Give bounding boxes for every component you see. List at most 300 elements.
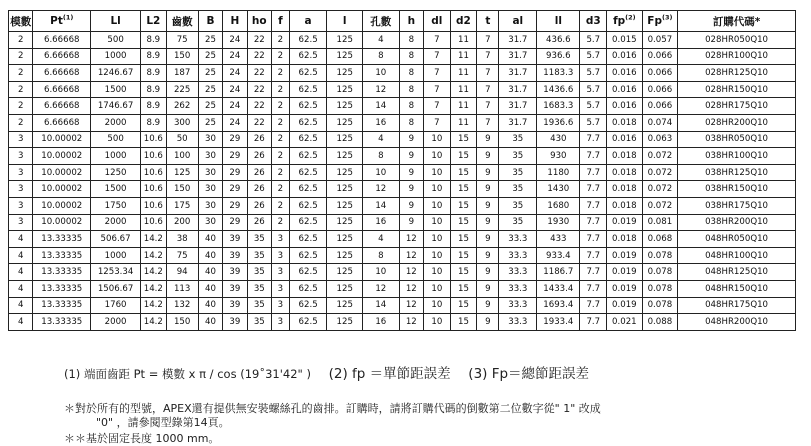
table-cell: 933.4 — [537, 247, 580, 264]
table-cell: 14.2 — [141, 297, 167, 314]
table-cell: 12 — [399, 264, 423, 281]
table-cell: 7 — [424, 114, 451, 131]
table-cell: 0.072 — [642, 164, 678, 181]
table-cell: 2 — [271, 81, 289, 98]
table-cell: 0.016 — [607, 131, 643, 148]
table-cell: 0.078 — [642, 264, 678, 281]
table-cell: 22 — [247, 114, 271, 131]
table-cell: 262 — [166, 98, 198, 115]
table-cell: 7 — [424, 32, 451, 49]
table-cell: 10.6 — [141, 197, 167, 214]
table-cell: 1000 — [91, 247, 141, 264]
table-cell: 1000 — [91, 148, 141, 165]
column-header: Ll — [91, 11, 141, 32]
table-cell: 7 — [477, 81, 499, 98]
table-cell: 12 — [362, 181, 399, 198]
table-cell: 125 — [327, 32, 363, 49]
column-header: 齒數 — [166, 11, 198, 32]
table-cell: 50 — [166, 131, 198, 148]
table-cell: 0.066 — [642, 65, 678, 82]
table-cell: 15 — [450, 297, 477, 314]
table-cell: 3 — [271, 231, 289, 248]
table-cell: 62.5 — [289, 314, 327, 331]
table-cell: 35 — [247, 280, 271, 297]
table-cell: 39 — [223, 314, 247, 331]
table-cell: 29 — [223, 214, 247, 231]
table-cell: 0.081 — [642, 214, 678, 231]
table-cell: 2 — [9, 48, 33, 65]
table-cell: 30 — [198, 181, 222, 198]
table-cell: 15 — [450, 264, 477, 281]
table-cell: 8 — [399, 65, 423, 82]
table-cell: 5.7 — [580, 114, 607, 131]
table-cell: 9 — [477, 131, 499, 148]
footnote-definitions — [64, 362, 589, 382]
table-cell: 39 — [223, 264, 247, 281]
table-cell: 35 — [247, 264, 271, 281]
table-cell: 048HR175Q10 — [678, 297, 796, 314]
footnote-fixed-length: ＊＊基於固定長度 1000 mm。 — [64, 432, 220, 445]
table-cell: 39 — [223, 280, 247, 297]
table-cell: 24 — [223, 98, 247, 115]
table-cell: 125 — [327, 264, 363, 281]
table-cell: 4 — [9, 231, 33, 248]
table-cell: 29 — [223, 131, 247, 148]
table-cell: 1246.67 — [91, 65, 141, 82]
table-cell: 9 — [399, 181, 423, 198]
table-cell: 62.5 — [289, 247, 327, 264]
table-cell: 25 — [198, 98, 222, 115]
table-cell: 62.5 — [289, 148, 327, 165]
table-cell: 10 — [362, 164, 399, 181]
table-cell: 29 — [223, 197, 247, 214]
table-cell: 8.9 — [141, 114, 167, 131]
table-cell: 40 — [198, 247, 222, 264]
table-cell: 15 — [450, 181, 477, 198]
table-cell: 30 — [198, 131, 222, 148]
table-cell: 3 — [271, 280, 289, 297]
table-cell: 10.00002 — [33, 131, 91, 148]
table-cell: 0.066 — [642, 98, 678, 115]
table-cell: 7 — [477, 65, 499, 82]
table-cell: 6.66668 — [33, 32, 91, 49]
table-cell: 13.33335 — [33, 280, 91, 297]
table-cell: 31.7 — [499, 32, 537, 49]
table-cell: 10 — [424, 247, 451, 264]
table-cell: 028HR175Q10 — [678, 98, 796, 115]
table-cell: 10.00002 — [33, 214, 91, 231]
table-cell: 8.9 — [141, 32, 167, 49]
table-cell: 3 — [9, 148, 33, 165]
table-cell: 0.018 — [607, 114, 643, 131]
table-cell: 5.7 — [580, 48, 607, 65]
table-cell: 1180 — [537, 164, 580, 181]
table-cell: 028HR100Q10 — [678, 48, 796, 65]
table-cell: 125 — [327, 297, 363, 314]
table-cell: 40 — [198, 280, 222, 297]
table-cell: 11 — [450, 32, 477, 49]
table-cell: 31.7 — [499, 98, 537, 115]
table-cell: 7 — [477, 32, 499, 49]
table-row — [9, 231, 796, 248]
table-cell: 12 — [399, 280, 423, 297]
table-cell: 14.2 — [141, 280, 167, 297]
table-cell: 62.5 — [289, 197, 327, 214]
table-cell: 028HR125Q10 — [678, 65, 796, 82]
table-cell: 22 — [247, 81, 271, 98]
table-cell: 1253.34 — [91, 264, 141, 281]
table-cell: 8.9 — [141, 81, 167, 98]
table-cell: 38 — [166, 231, 198, 248]
table-cell: 7.7 — [580, 214, 607, 231]
table-row — [9, 247, 796, 264]
table-cell: 3 — [9, 164, 33, 181]
table-cell: 33.3 — [499, 247, 537, 264]
table-cell: 62.5 — [289, 231, 327, 248]
table-cell: 9 — [477, 197, 499, 214]
table-cell: 8 — [399, 81, 423, 98]
table-cell: 25 — [198, 32, 222, 49]
footnote-Fp: (3) Fp＝總節距誤差 — [468, 366, 590, 382]
table-cell: 10 — [424, 181, 451, 198]
column-header: 孔數 — [362, 11, 399, 32]
table-cell: 2 — [271, 98, 289, 115]
table-cell: 12 — [362, 280, 399, 297]
table-cell: 13.33335 — [33, 297, 91, 314]
table-cell: 048HR125Q10 — [678, 264, 796, 281]
table-cell: 12 — [399, 314, 423, 331]
table-cell: 22 — [247, 98, 271, 115]
table-cell: 9 — [477, 314, 499, 331]
table-cell: 1500 — [91, 181, 141, 198]
table-cell: 0.018 — [607, 231, 643, 248]
table-cell: 10.6 — [141, 148, 167, 165]
table-cell: 4 — [9, 297, 33, 314]
table-cell: 12 — [399, 247, 423, 264]
table-cell: 2 — [9, 81, 33, 98]
table-cell: 62.5 — [289, 264, 327, 281]
table-cell: 0.074 — [642, 114, 678, 131]
footnote-order-note-cont: "0" ，請參閱型錄第14頁。 — [96, 416, 230, 429]
table-cell: 5.7 — [580, 81, 607, 98]
column-header: ho — [247, 11, 271, 32]
table-cell: 12 — [399, 231, 423, 248]
table-cell: 0.018 — [607, 164, 643, 181]
table-cell: 31.7 — [499, 81, 537, 98]
table-cell: 500 — [91, 32, 141, 49]
table-cell: 1430 — [537, 181, 580, 198]
table-cell: 0.078 — [642, 280, 678, 297]
table-cell: 8 — [399, 48, 423, 65]
table-cell: 2 — [271, 181, 289, 198]
table-cell: 125 — [327, 231, 363, 248]
table-body — [9, 32, 796, 331]
table-cell: 4 — [362, 32, 399, 49]
table-cell: 35 — [499, 197, 537, 214]
table-cell: 33.3 — [499, 264, 537, 281]
table-cell: 7.7 — [580, 197, 607, 214]
table-cell: 7.7 — [580, 148, 607, 165]
table-cell: 048HR100Q10 — [678, 247, 796, 264]
table-cell: 26 — [247, 164, 271, 181]
table-cell: 10 — [424, 264, 451, 281]
table-cell: 1693.4 — [537, 297, 580, 314]
table-cell: 26 — [247, 131, 271, 148]
table-cell: 14 — [362, 197, 399, 214]
table-cell: 62.5 — [289, 32, 327, 49]
table-cell: 038HR200Q10 — [678, 214, 796, 231]
table-cell: 150 — [166, 314, 198, 331]
table-cell: 14 — [362, 98, 399, 115]
table-cell: 7.7 — [580, 264, 607, 281]
table-cell: 24 — [223, 48, 247, 65]
table-cell: 7 — [424, 81, 451, 98]
table-cell: 0.016 — [607, 65, 643, 82]
table-cell: 15 — [450, 214, 477, 231]
table-cell: 3 — [271, 247, 289, 264]
table-cell: 9 — [399, 148, 423, 165]
table-cell: 15 — [450, 197, 477, 214]
table-cell: 8 — [399, 32, 423, 49]
table-cell: 028HR200Q10 — [678, 114, 796, 131]
table-cell: 430 — [537, 131, 580, 148]
table-cell: 1680 — [537, 197, 580, 214]
table-cell: 506.67 — [91, 231, 141, 248]
table-cell: 30 — [198, 197, 222, 214]
table-cell: 6.66668 — [33, 48, 91, 65]
table-cell: 4 — [362, 131, 399, 148]
table-cell: 0.063 — [642, 131, 678, 148]
table-cell: 7 — [477, 48, 499, 65]
table-cell: 30 — [198, 214, 222, 231]
table-cell: 15 — [450, 148, 477, 165]
table-cell: 8.9 — [141, 65, 167, 82]
table-cell: 2 — [9, 114, 33, 131]
table-cell: 29 — [223, 181, 247, 198]
table-cell: 10.00002 — [33, 164, 91, 181]
table-cell: 39 — [223, 297, 247, 314]
table-cell: 038HR175Q10 — [678, 197, 796, 214]
table-cell: 16 — [362, 114, 399, 131]
table-row — [9, 98, 796, 115]
column-header: $fp^{(2)}$ — [607, 11, 643, 32]
table-cell: 2 — [271, 48, 289, 65]
table-cell: 26 — [247, 181, 271, 198]
table-cell: 10 — [424, 131, 451, 148]
table-cell: 3 — [271, 297, 289, 314]
table-cell: 048HR150Q10 — [678, 280, 796, 297]
table-cell: 39 — [223, 247, 247, 264]
table-cell: 10 — [424, 231, 451, 248]
table-cell: 9 — [399, 214, 423, 231]
table-cell: 10 — [362, 264, 399, 281]
table-cell: 028HR050Q10 — [678, 32, 796, 49]
table-cell: 8 — [362, 48, 399, 65]
table-cell: 2 — [271, 65, 289, 82]
table-cell: 1933.4 — [537, 314, 580, 331]
table-cell: 30 — [198, 164, 222, 181]
table-cell: 2000 — [91, 214, 141, 231]
table-row — [9, 181, 796, 198]
table-cell: 2 — [9, 98, 33, 115]
table-cell: 1506.67 — [91, 280, 141, 297]
table-cell: 24 — [223, 65, 247, 82]
footnote-order-note: ＊對於所有的型號，APEX還有提供無安裝螺絲孔的齒排。訂購時，請將訂購代碼的倒數第二位數字從" 1" 改成 — [64, 402, 601, 415]
table-cell: 4 — [362, 231, 399, 248]
table-cell: 1250 — [91, 164, 141, 181]
table-cell: 7.7 — [580, 314, 607, 331]
table-row — [9, 314, 796, 331]
table-cell: 3 — [9, 131, 33, 148]
table-cell: 13.33335 — [33, 314, 91, 331]
table-cell: 0.018 — [607, 181, 643, 198]
table-cell: 35 — [499, 148, 537, 165]
table-cell: 150 — [166, 181, 198, 198]
table-cell: 31.7 — [499, 114, 537, 131]
table-cell: 0.068 — [642, 231, 678, 248]
table-cell: 5.7 — [580, 65, 607, 82]
table-cell: 10.00002 — [33, 181, 91, 198]
table-cell: 62.5 — [289, 131, 327, 148]
table-cell: 22 — [247, 65, 271, 82]
table-cell: 0.078 — [642, 247, 678, 264]
table-cell: 33.3 — [499, 231, 537, 248]
table-cell: 10 — [362, 65, 399, 82]
table-cell: 10.6 — [141, 181, 167, 198]
table-cell: 40 — [198, 314, 222, 331]
table-cell: 40 — [198, 231, 222, 248]
table-row — [9, 297, 796, 314]
table-cell: 39 — [223, 231, 247, 248]
table-cell: 0.021 — [607, 314, 643, 331]
table-cell: 1183.3 — [537, 65, 580, 82]
table-cell: 2 — [271, 114, 289, 131]
table-cell: 9 — [399, 131, 423, 148]
column-header: t — [477, 11, 499, 32]
table-cell: 930 — [537, 148, 580, 165]
table-cell: 433 — [537, 231, 580, 248]
table-cell: 0.066 — [642, 81, 678, 98]
table-cell: 12 — [362, 81, 399, 98]
table-cell: 125 — [327, 65, 363, 82]
table-cell: 3 — [9, 197, 33, 214]
table-cell: 22 — [247, 32, 271, 49]
table-cell: 0.072 — [642, 148, 678, 165]
table-cell: 75 — [166, 247, 198, 264]
table-cell: 4 — [9, 314, 33, 331]
table-cell: 1760 — [91, 297, 141, 314]
table-cell: 62.5 — [289, 280, 327, 297]
column-header: l — [327, 11, 363, 32]
table-cell: 125 — [327, 98, 363, 115]
table-cell: 0.018 — [607, 197, 643, 214]
table-cell: 2000 — [91, 314, 141, 331]
table-cell: 10 — [424, 214, 451, 231]
table-cell: 300 — [166, 114, 198, 131]
table-cell: 175 — [166, 197, 198, 214]
table-row — [9, 65, 796, 82]
table-cell: 16 — [362, 214, 399, 231]
table-cell: 31.7 — [499, 48, 537, 65]
table-cell: 24 — [223, 114, 247, 131]
table-cell: 038HR150Q10 — [678, 181, 796, 198]
table-cell: 15 — [450, 247, 477, 264]
column-header: H — [223, 11, 247, 32]
table-cell: 11 — [450, 98, 477, 115]
table-cell: 8 — [362, 148, 399, 165]
table-cell: 225 — [166, 81, 198, 98]
table-cell: 9 — [477, 247, 499, 264]
table-cell: 1500 — [91, 81, 141, 98]
table-cell: 26 — [247, 214, 271, 231]
table-cell: 10 — [424, 148, 451, 165]
table-cell: 0.016 — [607, 48, 643, 65]
table-cell: 7.7 — [580, 247, 607, 264]
table-cell: 1936.6 — [537, 114, 580, 131]
table-cell: 125 — [327, 81, 363, 98]
table-cell: 7 — [477, 98, 499, 115]
column-header: a — [289, 11, 327, 32]
table-cell: 9 — [477, 164, 499, 181]
table-cell: 125 — [327, 280, 363, 297]
table-cell: 0.019 — [607, 247, 643, 264]
table-row — [9, 131, 796, 148]
table-cell: 936.6 — [537, 48, 580, 65]
table-cell: 7.7 — [580, 297, 607, 314]
table-cell: 125 — [327, 214, 363, 231]
footnote-pt-formula: (1) 端面齒距 Pt = 模數 x π / cos (19˚31'42" ) — [64, 367, 311, 381]
table-cell: 9 — [399, 164, 423, 181]
table-cell: 8 — [399, 114, 423, 131]
table-cell: 9 — [477, 181, 499, 198]
table-cell: 15 — [450, 314, 477, 331]
table-row — [9, 32, 796, 49]
table-cell: 048HR050Q10 — [678, 231, 796, 248]
table-cell: 187 — [166, 65, 198, 82]
table-cell: 436.6 — [537, 32, 580, 49]
table-cell: 1930 — [537, 214, 580, 231]
table-cell: 1186.7 — [537, 264, 580, 281]
table-cell: 9 — [477, 280, 499, 297]
table-cell: 10.6 — [141, 214, 167, 231]
column-header: Fp$^{(3)}$ — [642, 11, 678, 32]
table-cell: 125 — [327, 247, 363, 264]
table-cell: 25 — [198, 114, 222, 131]
table-cell: 62.5 — [289, 81, 327, 98]
table-cell: 62.5 — [289, 297, 327, 314]
table-cell: 125 — [327, 148, 363, 165]
table-cell: 9 — [399, 197, 423, 214]
table-cell: 0.015 — [607, 32, 643, 49]
column-header: L2 — [141, 11, 167, 32]
table-cell: 125 — [327, 164, 363, 181]
table-cell: 16 — [362, 314, 399, 331]
table-cell: 29 — [223, 164, 247, 181]
table-cell: 038HR100Q10 — [678, 148, 796, 165]
table-cell: 62.5 — [289, 214, 327, 231]
column-header: Pt$^{(1)}$ — [33, 11, 91, 32]
table-cell: 038HR050Q10 — [678, 131, 796, 148]
table-cell: 1436.6 — [537, 81, 580, 98]
table-cell: 7.7 — [580, 181, 607, 198]
table-cell: 0.016 — [607, 98, 643, 115]
table-cell: 1750 — [91, 197, 141, 214]
table-cell: 4 — [9, 280, 33, 297]
table-cell: 1433.4 — [537, 280, 580, 297]
table-cell: 2 — [271, 131, 289, 148]
table-cell: 0.016 — [607, 81, 643, 98]
table-cell: 15 — [450, 164, 477, 181]
